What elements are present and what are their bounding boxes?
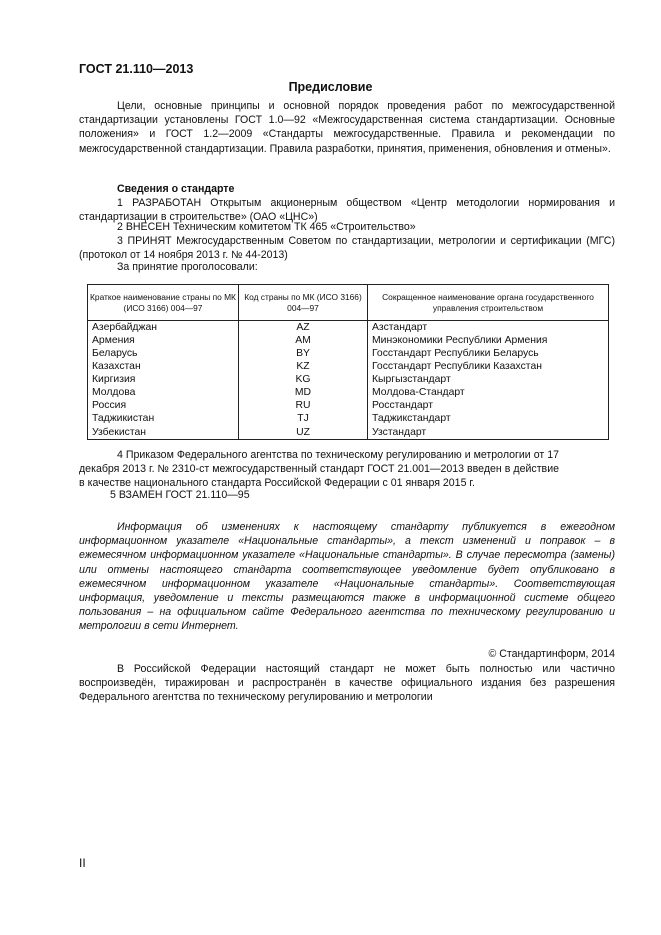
country-name: Молдова <box>88 386 239 399</box>
column-header-country: Краткое наименование страны по МК (ИСО 3166) 004—97 <box>88 285 239 321</box>
authority-name: Госстандарт Республики Беларусь <box>368 347 609 360</box>
about-item-3: 3 ПРИНЯТ Межгосударственным Советом по стандартизации, метрологии и сертификации (МГС) (протокол от 14 ноября 2013 г. № 44-2013) <box>79 235 615 262</box>
country-name: Армения <box>88 334 239 347</box>
country-name: Узбекистан <box>88 425 239 440</box>
voted-label: За принятие проголосовали: <box>117 261 258 273</box>
table-row <box>88 399 609 412</box>
authority-name: Минэкономики Республики Армения <box>368 334 609 347</box>
page-title: Предисловие <box>288 80 373 94</box>
country-name: Киргизия <box>88 373 239 386</box>
changes-info-notice: Информация об изменениях к настоящему стандарту публикуется в ежегодном информационном указателе «Национальные стандарты», а текст изменений и поправок – в ежемесячном информационном указателе «Национальные стандарты». В случае пересмотра (замены) или отмены настоящего стандарта соответствующее уведомление будет опубликовано в ежемесячном информационном указателе «Национальные стандарты». Соответствующая информация, уведомление и тексты размещаются также в информационной системе общего пользования – на официальном сайте Федерального агентства по техническому регулированию и метрологии в сети Интернет. <box>79 521 615 633</box>
about-heading: Сведения о стандарте <box>117 183 235 195</box>
column-header-authority: Сокращенное наименование органа государственного управления строительством <box>368 285 609 321</box>
table-row <box>88 360 609 373</box>
intro-paragraph: Цели, основные принципы и основной порядок проведения работ по межгосударственной стандартизации установлены ГОСТ 1.0—92 «Межгосударственная система стандартизации. Основные положения» и ГОСТ 1.2—2009 «Стандарты межгосударственные. Правила и рекомендации по межгосударственной стандартизации. Правила разработки, принятия, применения, обновления и отмены». <box>79 100 615 155</box>
column-header-code: Код страны по МК (ИСО 3166) 004—97 <box>239 285 368 321</box>
item-4-paragraph: 4 Приказом Федерального агентства по техническому регулированию и метрологии от 17 декабря 2013 г. № 2310-ст межгосударственный стандарт ГОСТ 21.001—2013 введен в действие в качестве национального стандарта Российской Федерации с 01 января 2015 г. <box>79 449 559 490</box>
country-code: KG <box>239 373 368 386</box>
authority-name: Госстандарт Республики Казахстан <box>368 360 609 373</box>
document-code: ГОСТ 21.110—2013 <box>79 62 194 76</box>
about-item-2: 2 ВНЕСЕН Техническим комитетом ТК 465 «Строительство» <box>117 221 416 233</box>
table-row <box>88 373 609 386</box>
member-states-table <box>87 284 609 440</box>
authority-name: Таджикстандарт <box>368 412 609 425</box>
country-name: Россия <box>88 399 239 412</box>
authority-name: Кыргызстандарт <box>368 373 609 386</box>
authority-name: Молдова-Стандарт <box>368 386 609 399</box>
table-row <box>88 412 609 425</box>
authority-name: Росстандарт <box>368 399 609 412</box>
country-code: BY <box>239 347 368 360</box>
country-name: Беларусь <box>88 347 239 360</box>
country-code: MD <box>239 386 368 399</box>
country-code: RU <box>239 399 368 412</box>
country-code: TJ <box>239 412 368 425</box>
copyright-line: © Стандартинформ, 2014 <box>488 648 615 660</box>
country-code: AZ <box>239 321 368 335</box>
country-name: Казахстан <box>88 360 239 373</box>
about-item-1: 1 РАЗРАБОТАН Открытым акционерным обществом «Центр методологии нормирования и стандартизации в строительстве» (ОАО «ЦНС») <box>79 197 615 224</box>
country-code: UZ <box>239 425 368 440</box>
rights-notice: В Российской Федерации настоящий стандарт не может быть полностью или частично воспроизведён, тиражирован и распространён в качестве официального издания без разрешения Федерального агентства по техническому регулированию и метрологии <box>79 663 615 704</box>
authority-name: Узстандарт <box>368 425 609 440</box>
table-row <box>88 334 609 347</box>
table-header-row <box>88 285 609 321</box>
table-row <box>88 386 609 399</box>
country-name: Азербайджан <box>88 321 239 335</box>
country-code: AM <box>239 334 368 347</box>
page-number: II <box>79 856 86 870</box>
country-name: Таджикистан <box>88 412 239 425</box>
table-row <box>88 347 609 360</box>
authority-name: Азстандарт <box>368 321 609 335</box>
table-row <box>88 425 609 440</box>
item-5-paragraph: 5 ВЗАМЕН ГОСТ 21.110—95 <box>110 489 250 501</box>
country-code: KZ <box>239 360 368 373</box>
table-row <box>88 321 609 335</box>
